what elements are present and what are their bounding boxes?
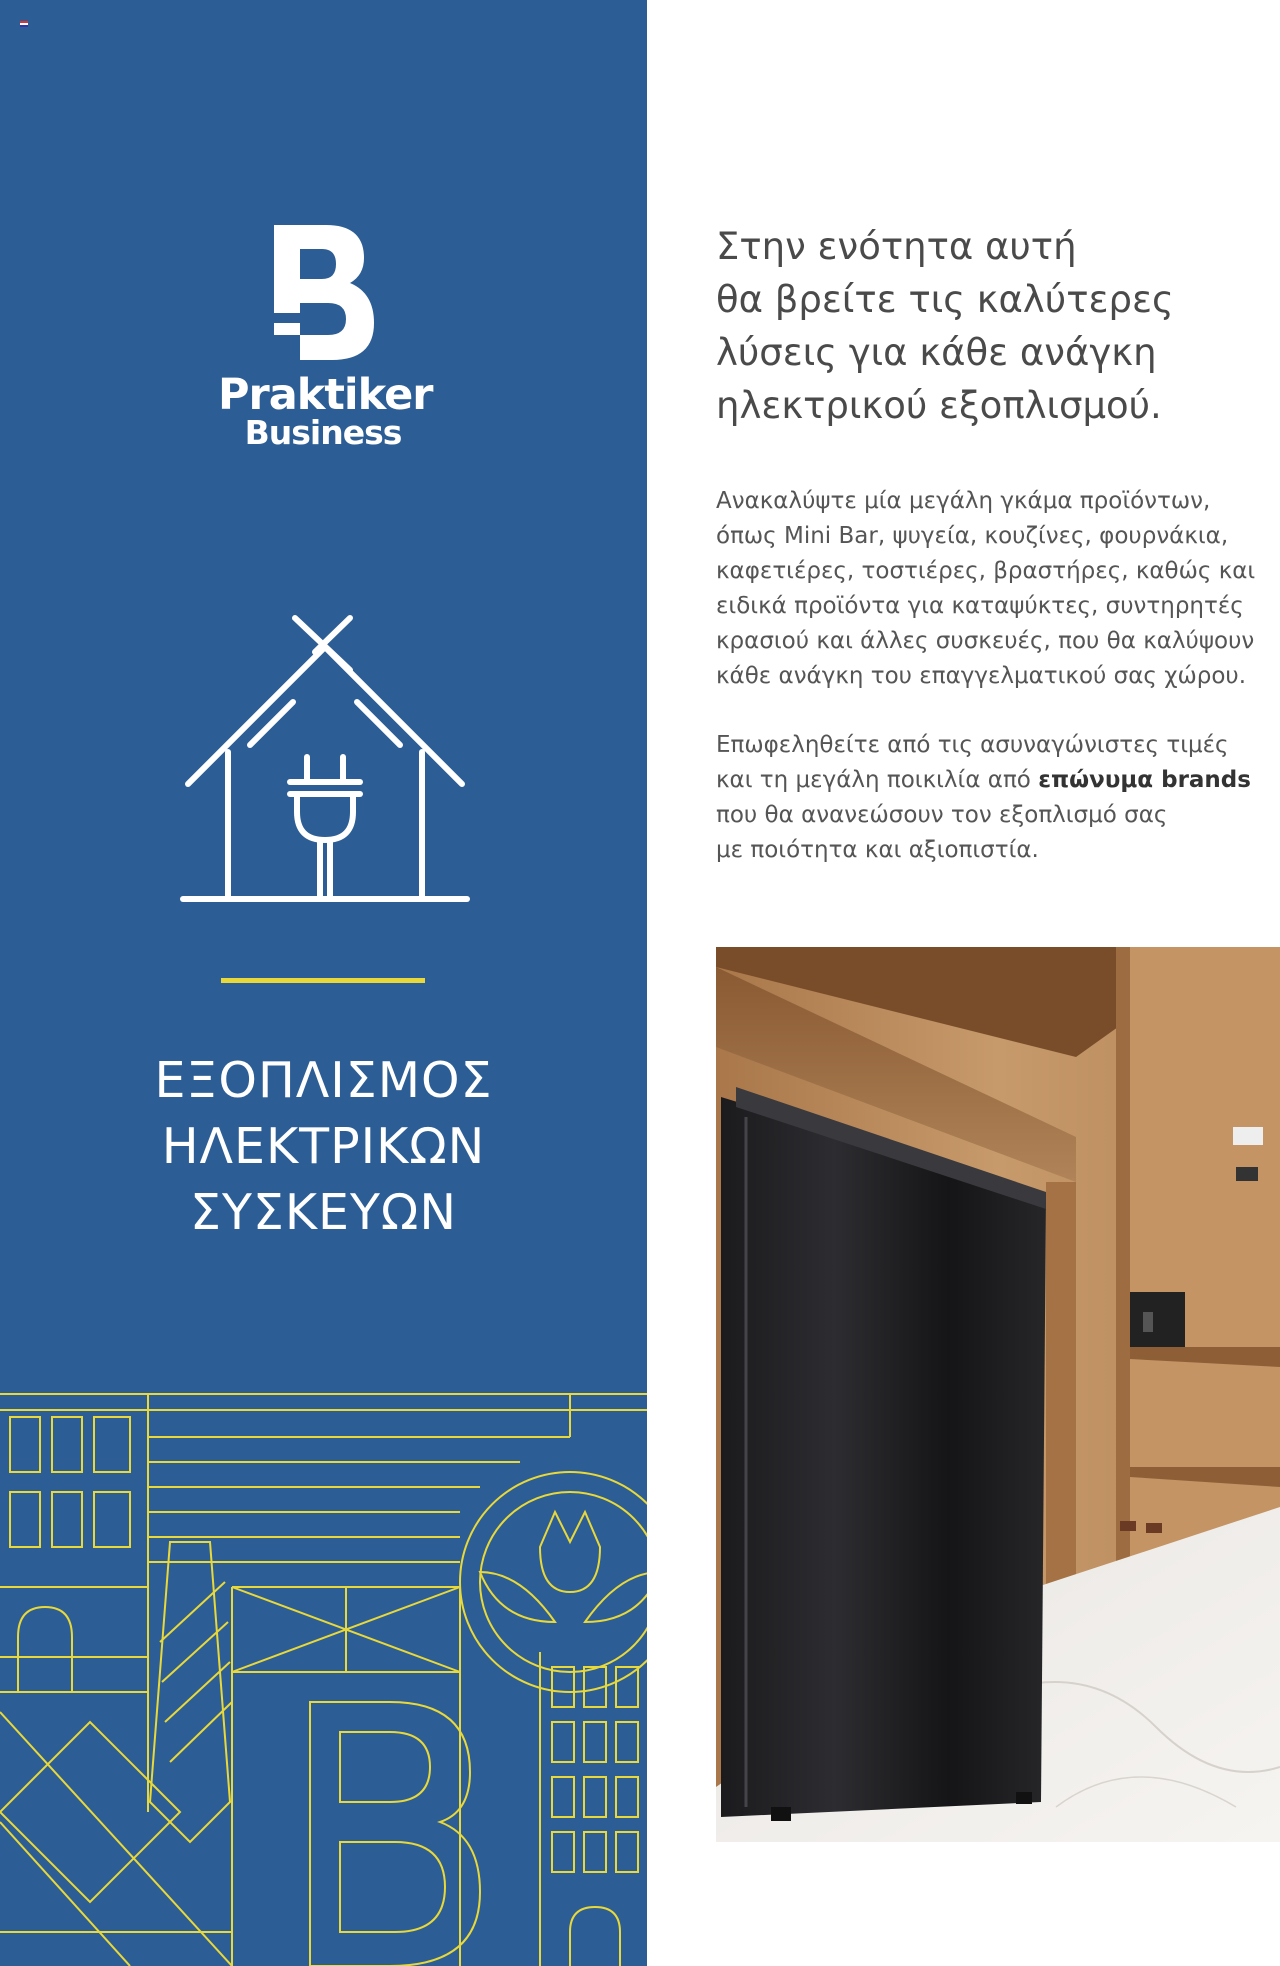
house-plug-icon <box>175 612 475 912</box>
mini-bar-illustration <box>716 947 1280 1842</box>
intro-line: θα βρείτε τις καλύτερες <box>716 278 1174 321</box>
praktiker-b-logo-mark <box>274 225 374 360</box>
paragraph-line: καφετιέρες, τοστιέρες, βραστήρες, καθώς και <box>716 558 1256 584</box>
paragraph-line: όπως Mini Bar, ψυγεία, κουζίνες, φουρνάκια, <box>716 523 1229 549</box>
paragraph-line: ειδικά προϊόντα για καταψύκτες, συντηρητές <box>716 593 1244 619</box>
intro-line: λύσεις για κάθε ανάγκη <box>716 331 1157 374</box>
paragraph-text: και τη μεγάλη ποικιλία από <box>716 767 1039 793</box>
accent-divider <box>221 978 425 983</box>
section-title-line: ΣΥΣΚΕΥΩΝ <box>190 1184 457 1241</box>
logo-text-business: Business <box>244 413 402 452</box>
mini-bar-photo <box>716 947 1280 1842</box>
paragraph-line <box>716 763 1276 798</box>
paragraph-products <box>716 484 1276 694</box>
paragraph-line: που θα ανανεώσουν τον εξοπλισμό σας <box>716 802 1168 828</box>
praktiker-business-logo <box>218 225 433 455</box>
paragraph-line: κάθε ανάγκη του επαγγελματικού σας χώρου. <box>716 663 1247 689</box>
paragraph-line: Επωφεληθείτε από τις ασυναγώνιστες τιμές <box>716 732 1229 758</box>
decorative-line-pattern <box>0 1392 647 1966</box>
paragraph-benefits <box>716 728 1276 868</box>
intro-line: ηλεκτρικού εξοπλισμού. <box>716 384 1162 427</box>
intro-heading <box>716 220 1256 432</box>
paragraph-line: Ανακαλύψτε μία μεγάλη γκάμα προϊόντων, <box>716 488 1211 514</box>
logo-text-praktiker: Praktiker <box>218 370 433 420</box>
section-title-line: ΕΞΟΠΛΙΣΜΟΣ <box>154 1052 493 1109</box>
brands-emphasis: επώνυμα brands <box>1038 767 1251 793</box>
section-title-line: ΗΛΕΚΤΡΙΚΩΝ <box>161 1118 486 1175</box>
section-title <box>0 1048 647 1246</box>
paragraph-line: κρασιού και άλλες συσκευές, που θα καλύψουν <box>716 628 1255 654</box>
intro-line: Στην ενότητα αυτή <box>716 225 1077 268</box>
paragraph-line: με ποιότητα και αξιοπιστία. <box>716 837 1039 863</box>
greek-flag-icon <box>20 21 28 27</box>
